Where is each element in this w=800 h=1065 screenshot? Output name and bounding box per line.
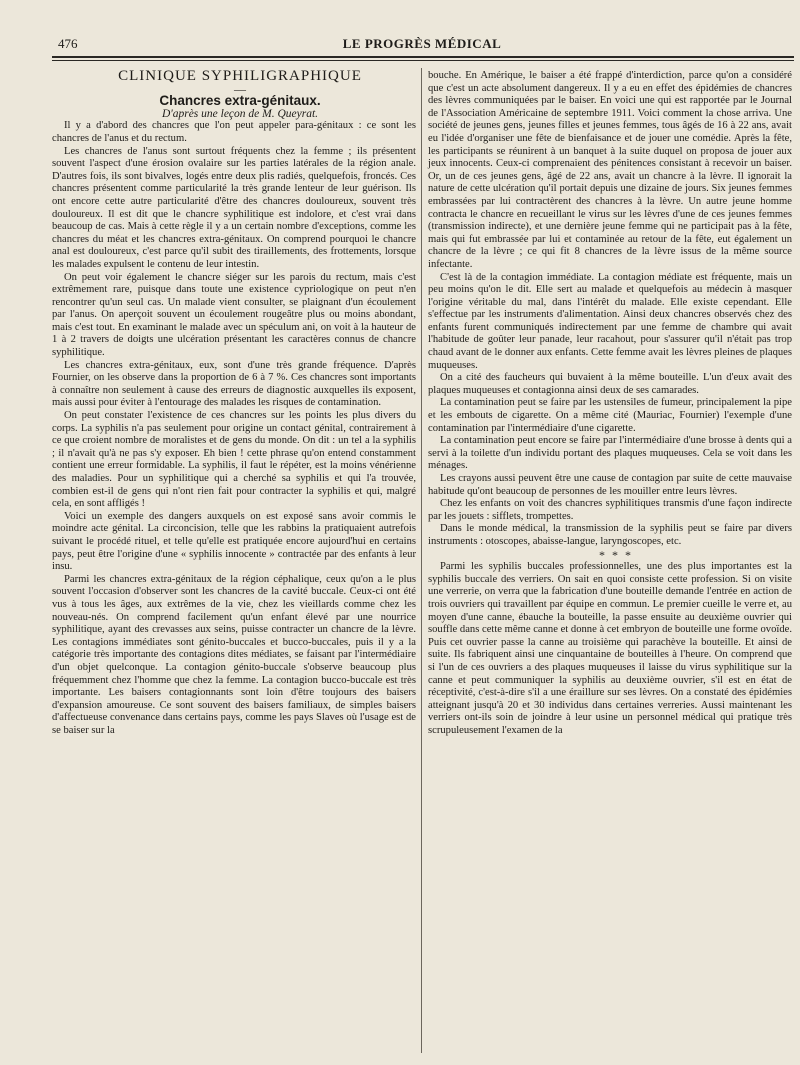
paragraph: Chez les enfants on voit des chancres syphilitiques transmis d'une façon indirecte par les jouets : sifflets, trompettes. <box>428 498 792 522</box>
paragraph: Parmi les chancres extra-génitaux de la région céphalique, ceux qu'on a le plus souvent l'occasion d'observer sont les chancres de la cavité buccale. Ceux-ci ont été vus à tous les âges, aux extrêmes de la vie, chez les vieillards comme chez les nouveau-nés. On comprend facilement qu'un enfant élevé par une nourrice syphilitique, ayant des crevasses aux seins, puisse contracter un chancre de la lèvre. Les contagions immédiates sont génito-buccales et bucco-buccales, puis il y a la catégorie très importante des contagions dites médiates, se faisant par l'intermédiaire d'un objet quelconque. La contagion génito-buccale s'observe beaucoup plus fréquemment chez l'homme que chez la femme. La contagion bucco-buccale est très importante. Les baisers contagionnants sont loin d'être toujours des baisers d'expansion amoureuse. Ce sont souvent des baisers familiaux, de simples baisers d'affectueuse convenance dans certains pays, comme les pays Slaves où l'usage est de se baiser sur la <box>52 573 416 736</box>
paragraph: On a cité des faucheurs qui buvaient à la même bouteille. L'un d'eux avait des plaques muqueuses et contagionna ainsi deux de ses camarades. <box>428 372 792 396</box>
section-title: CLINIQUE SYPHILIGRAPHIQUE <box>118 68 362 84</box>
paragraph: On peut voir également le chancre siéger sur les parois du rectum, mais c'est extrêmement rare, puisque dans toute une existence cypriologique on peut n'en rencontrer qu'un seul cas. Un malade vient consulter, se plaignant d'un écoulement par l'anus. On aperçoit souvent un écoulement rougeâtre plus ou moins abondant, mais c'est tout. En examinant le malade avec un spéculum ani, on voit à la hauteur de 1 à 2 travers de doigts une ulcération présentant les caractères connus de chancre syphilitique. <box>52 271 416 359</box>
paragraph: Les crayons aussi peuvent être une cause de contagion par suite de cette mauvaise habitude qu'ont beaucoup de personnes de les mouiller entre leurs lèvres. <box>428 473 792 497</box>
left-column <box>52 70 416 737</box>
paragraph: Dans le monde médical, la transmission de la syphilis peut se faire par divers instruments : otoscopes, abaisse-langue, laryngoscopes, etc. <box>428 523 792 547</box>
paragraph: Parmi les syphilis buccales professionnelles, une des plus importantes est la syphilis buccale des verriers. On sait en quoi consiste cette profession. Si on visite une verrerie, on verra que la fabrication d'une bouteille demande l'entrée en action de trois ouvriers qui travaillent par équipe en commun. Le premier cueille le verre et, au moyen d'une canne, ébauche la bouteille, la passe ensuite au deuxième ouvrier qui souffle dans cette même canne et donne à cet embryon de bouteille une forme ovoïde. Puis cet ouvrier passe la canne au troisième qui parachève la bouteille. Et ainsi de suite. Ils fabriquent ainsi une cinquantaine de bouteilles à l'heure. On comprend que si l'un de ces ouvriers a des plaques muqueuses il laisse du virus syphilitique sur la canne et peut communiquer la syphilis au deuxième ouvrier, s'il est en état de réceptivité, c'est-à-dire s'il a une éraillure sur ses lèvres. On a constaté des épidémies atteignant jusqu'à 20 et 30 individus dans certaines verreries. Aussi maintenant les verriers ont-ils soin de joindre à leur usine un personnel médical qui pratique très scrupuleusement l'examen de la <box>428 561 792 736</box>
paragraph: bouche. En Amérique, le baiser a été frappé d'interdiction, parce qu'on a considéré que c'est un acte absolument dangereux. Il y a eu en effet des épidémies de chancres des lèvres communiquées par le baiser. En voici une qui est rapportée par le Journal de l'Association Américaine de septembre 1911. Voici comment la chose arriva. Une société de jeunes gens, jeunes filles et jeunes femmes, tous âgés de 16 à 22 ans, avait eu l'idée d'organiser une fête de bienfaisance et de jouer une comédie. Après la fête, les participants se réunirent à un banquet à la suite duquel on proposa de jouer aux jeux innocents. Ceux-ci comprenaient des pénitences consistant à recevoir un baiser. Or, un de ces jeunes gens, âgé de 22 ans, avait un chancre à la lèvre. Il ignorait la nature de cette ulcération qu'il portait depuis une dizaine de jours. Six jeunes femmes embrassées par lui contractèrent des chancres à la lèvre. Un autre jeune homme contracta le chancre en recueillant le virus sur les lèvres d'une de ces jeunes femmes (transmission indirecte), et une dernière jeune femme qui ne participait pas à la fête, mais qui fut embrassée par lui et contaminée au retour de la fête, eut également un chancre de la lèvre ; ce qui fit 8 chancres de la lèvre issus de la même source infectante. <box>428 70 792 270</box>
title-dash: — <box>234 81 246 96</box>
paragraph: Il y a d'abord des chancres que l'on peut appeler para-génitaux : ce sont les chancres de l'anus et du rectum. <box>52 120 416 144</box>
paragraph: La contamination peut encore se faire par l'intermédiaire d'une brosse à dents qui a servi à la toilette d'un individu portant des plaques muqueuses. Cela se voit dans les ménages. <box>428 435 792 472</box>
paragraph: On peut constater l'existence de ces chancres sur les points les plus divers du corps. La syphilis n'a pas seulement pour origine un contact génital, contrairement à ce que croient nombre de moralistes et de gens du monde. On dit : un tel a la syphilis ; il n'avait qu'à ne pas s'y exposer. Eh bien ! cette phrase qu'on entend constamment contient une erreur formidable. La syphilis, il faut le répéter, est la moins vénérienne des maladies. Pour un syphilitique qui a cherché sa syphilis et qui l'a trouvée, combien est-il de gens qui n'ont rien fait pour contracter la syphilis et qui, malgré cela, en sont affligés ! <box>52 410 416 510</box>
byline: D'après une leçon de M. Queyrat. <box>161 107 319 120</box>
column-divider <box>421 68 422 1053</box>
article-title: Chancres extra-génitaux. <box>159 93 321 109</box>
paragraph: La contamination peut se faire par les ustensiles de fumeur, principalement la pipe et les embouts de cigarette. On a même cité (Mauriac, Fournier) l'exemple d'une contamination par l'intermédiaire d'une cigarette. <box>428 397 792 434</box>
paragraph: Les chancres extra-génitaux, eux, sont d'une très grande fréquence. D'après Fournier, on les observe dans la proportion de 6 à 7 %. Ces chancres sont importants à connaître non seulement à cause des erreurs de diagnostic auxquelles ils exposent, mais aussi pour éviter à l'entourage des malades les risques de contamination. <box>52 359 416 409</box>
asterism-section-break: * * * <box>599 547 633 562</box>
header-rule-thick <box>52 56 794 58</box>
paragraph: C'est là de la contagion immédiate. La contagion médiate est fréquente, mais un peu moins qu'on le dit. Elle sert au malade et quelquefois au médecin à masquer l'origine véritable du mal, dans l'intérêt du malade. Elle existe cependant. Elle s'effectue par les instruments d'alimentation. Ainsi deux chancres observés chez des enfants furent communiqués indirectement par une femme de chambre qui avait l'habitude de goûter leur panade, leur racahout, pour s'assurer qu'il n'était pas trop chaud avant de le donner aux enfants. Cette femme avait les lèvres pleines de plaques muqueuses. <box>428 271 792 371</box>
paragraph: Les chancres de l'anus sont surtout fréquents chez la femme ; ils présentent souvent l'aspect d'une érosion ovalaire sur les parties latérales de la région anale. D'autres fois, ils sont bivalves, logés entre deux plis radiés, quelquefois, froncés. Ces chancres présentent comme particularité la très grande lenteur de leur guérison. Ils ont encore cette autre particularité d'être des chancres douloureux, souvent très douloureux. Il est dit que le chancre syphilitique est indolore, et c'est vrai dans beaucoup de cas. Mais à cette règle il y a un certain nombre d'exceptions, comme les chancres du méat et les chancres extra-génitaux. On comprend pourquoi le chancre anal est douloureux, c'est parce qu'il subit des tiraillements, des frottements, lorsque les malades expulsent le contenu de leur intestin. <box>52 145 416 270</box>
paragraph: Voici un exemple des dangers auxquels on est exposé sans avoir commis le moindre acte génital. La circoncision, telle que les rabbins la pratiquaient autrefois suivant le procédé rituel, et telle qu'elle est pratiquée encore aujourd'hui en certains pays, peut être l'origine d'une « syphilis innocente » contractée par des enfants à leur insu. <box>52 510 416 573</box>
journal-title: LE PROGRÈS MÉDICAL <box>342 36 502 51</box>
header-rule-thin <box>52 60 794 61</box>
page-number: 476 <box>58 36 78 51</box>
page-header <box>52 30 792 52</box>
right-column <box>428 70 792 737</box>
